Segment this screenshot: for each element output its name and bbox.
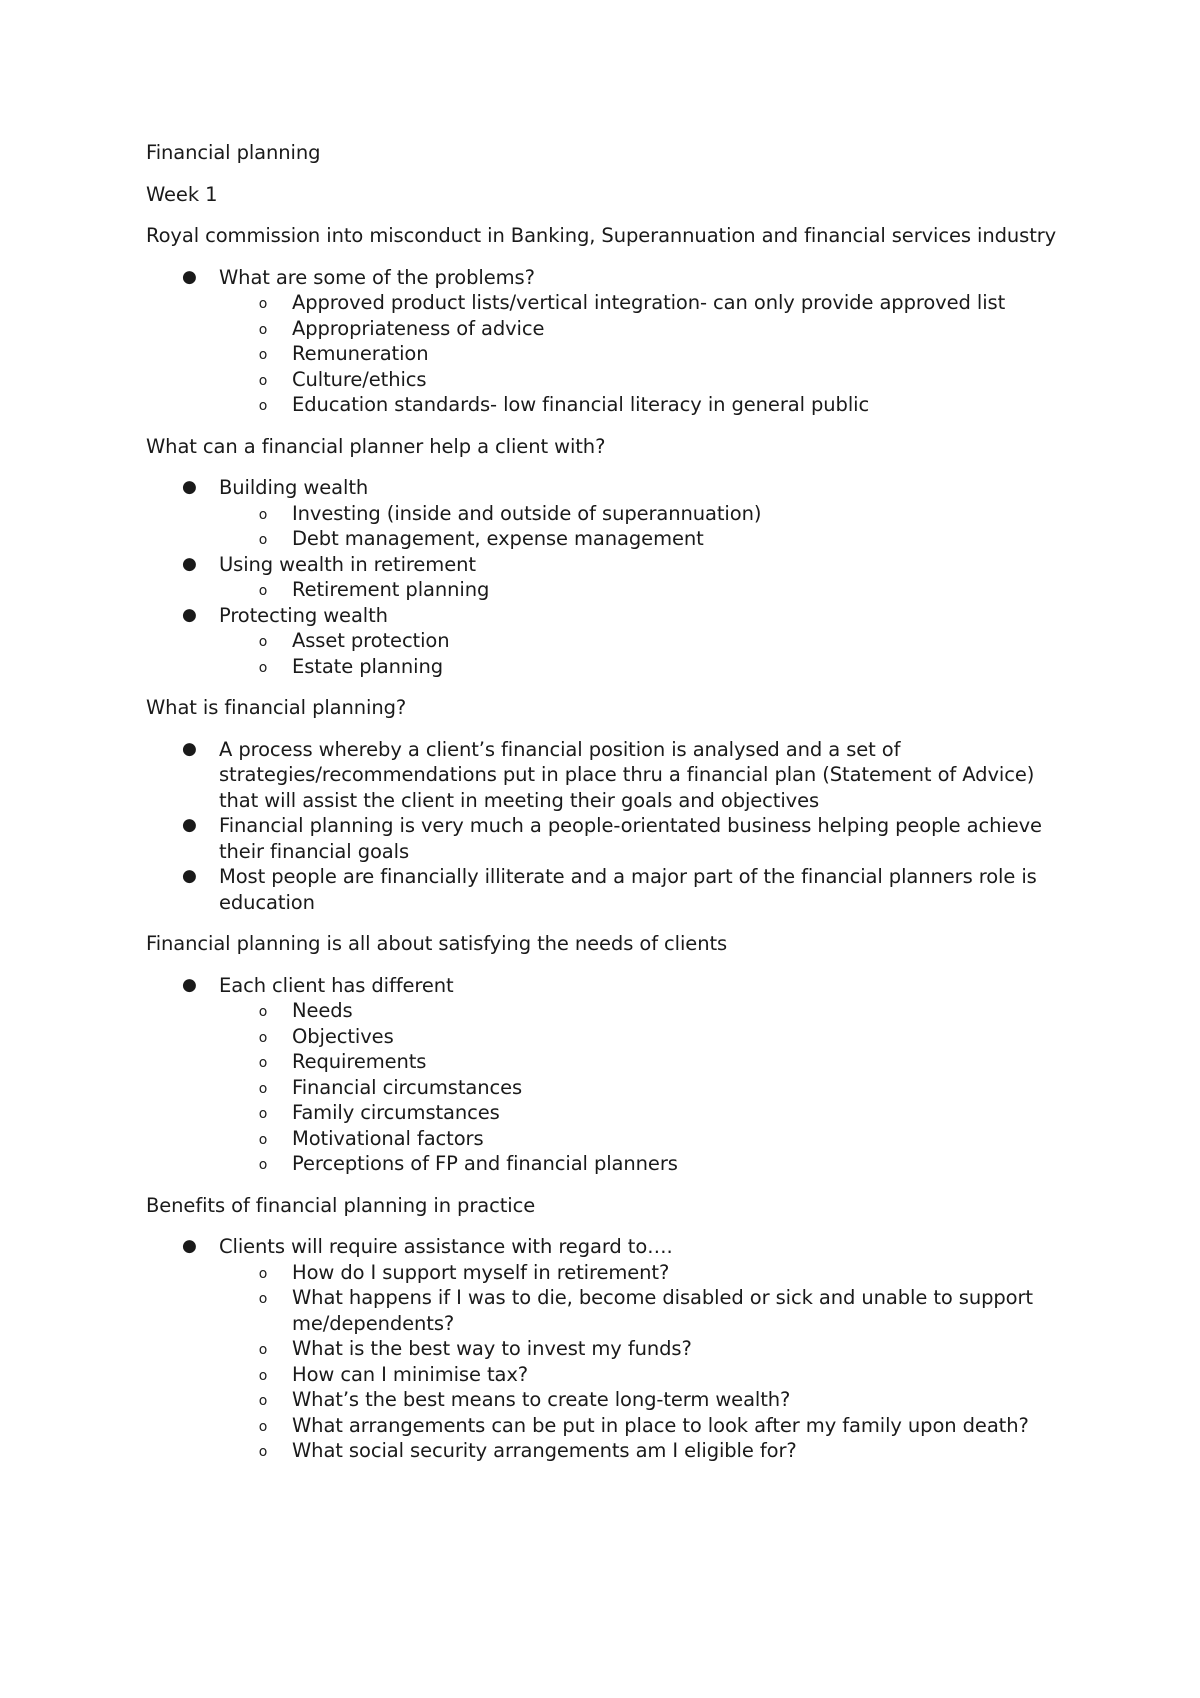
list-item-text: What are some of the problems? (219, 265, 535, 289)
sub-list-item (219, 367, 1076, 393)
paragraph: Week 1 (146, 182, 218, 206)
circle-bullet-icon: o (258, 1393, 268, 1409)
list-item-text: Financial planning is very much a people-orientated business helping people achieve their financial goals (219, 814, 1042, 863)
sub-list-item (219, 316, 1076, 342)
sub-list-item-text: Financial circumstances (292, 1075, 523, 1099)
sub-list-item (219, 526, 1076, 552)
sub-list-item-text: What happens if I was to die, become disabled or sick and unable to support me/dependents? (292, 1286, 1033, 1335)
sub-list (219, 998, 1076, 1177)
circle-bullet-icon: o (258, 1157, 268, 1173)
circle-bullet-icon: o (258, 1265, 268, 1282)
bullet-icon: ● (182, 266, 197, 287)
sub-list-item-text: Remuneration (292, 342, 429, 365)
list-item (146, 552, 1076, 603)
sub-list-item-text: Objectives (292, 1024, 394, 1048)
sub-list (219, 1260, 1076, 1464)
sub-list-item (219, 1049, 1076, 1075)
circle-bullet-icon: o (258, 1029, 268, 1046)
paragraph: What is financial planning? (146, 696, 407, 719)
circle-bullet-icon: o (258, 347, 268, 363)
list-item-text: A process whereby a client’s financial position is analysed and a set of strategies/recommendations put in place thru a financial plan (Statement of Advice) that will assist the client in meeting their goals and objectives (219, 737, 1035, 812)
list-item (146, 973, 1076, 1177)
sub-list-item (219, 1075, 1076, 1101)
circle-bullet-icon: o (258, 1291, 268, 1307)
circle-bullet-icon: o (258, 1106, 268, 1122)
sub-list-item-text: Asset protection (292, 629, 450, 652)
sub-list (219, 628, 1076, 679)
sub-list-item (219, 1100, 1076, 1126)
bullet-icon: ● (182, 553, 197, 574)
bullet-list (146, 265, 1076, 418)
circle-bullet-icon: o (258, 659, 268, 676)
sub-list-item-text: How do I support myself in retirement? (292, 1260, 670, 1284)
list-item-text: Clients will require assistance with regard to…. (219, 1235, 673, 1258)
circle-bullet-icon: o (258, 1080, 268, 1097)
sub-list-item (219, 392, 1076, 418)
list-item (146, 603, 1076, 680)
sub-list-item-text: What is the best way to invest my funds? (292, 1337, 692, 1360)
sub-list-item-text: What’s the best means to create long-term wealth? (292, 1388, 791, 1411)
bullet-list (146, 737, 1076, 916)
circle-bullet-icon: o (258, 583, 268, 599)
circle-bullet-icon: o (258, 1004, 268, 1020)
sub-list-item (219, 1438, 1076, 1464)
circle-bullet-icon: o (258, 506, 268, 523)
sub-list-item (219, 1285, 1076, 1336)
list-item (146, 475, 1076, 552)
sub-list-item-text: Culture/ethics (292, 367, 427, 391)
sub-list-item-text: What arrangements can be put in place to look after my family upon death? (292, 1413, 1029, 1437)
bullet-icon: ● (182, 604, 197, 625)
list-item-text: Protecting wealth (219, 603, 388, 627)
list-item (146, 864, 1076, 915)
bullet-icon: ● (182, 738, 197, 759)
sub-list-item (219, 998, 1076, 1024)
sub-list-item (219, 1151, 1076, 1177)
bullet-list (146, 475, 1076, 679)
sub-list-item-text: Estate planning (292, 654, 444, 678)
paragraph: Financial planning is all about satisfying the needs of clients (146, 932, 728, 955)
sub-list-item (219, 1387, 1076, 1413)
list-item (146, 737, 1076, 814)
circle-bullet-icon: o (258, 1342, 268, 1358)
bullet-list (146, 1234, 1076, 1464)
sub-list-item (219, 1336, 1076, 1362)
sub-list-item (219, 654, 1076, 680)
circle-bullet-icon: o (258, 1367, 268, 1384)
sub-list (219, 501, 1076, 552)
sub-list-item-text: Needs (292, 999, 353, 1022)
sub-list-item-text: Motivational factors (292, 1126, 484, 1150)
sub-list (219, 290, 1076, 418)
bullet-icon: ● (182, 974, 197, 995)
circle-bullet-icon: o (258, 1418, 268, 1435)
circle-bullet-icon: o (258, 372, 268, 389)
sub-list-item (219, 577, 1076, 603)
paragraph: Royal commission into misconduct in Banking, Superannuation and financial services industry (146, 224, 1057, 247)
sub-list-item-text: How can I minimise tax? (292, 1362, 529, 1386)
sub-list-item-text: Debt management, expense management (292, 527, 704, 550)
list-item (146, 1234, 1076, 1464)
bullet-list (146, 973, 1076, 1177)
sub-list-item (219, 290, 1076, 316)
sub-list-item-text: Education standards- low financial literacy in general public (292, 393, 870, 416)
bullet-icon: ● (182, 815, 197, 835)
circle-bullet-icon: o (258, 1444, 268, 1460)
circle-bullet-icon: o (258, 532, 268, 548)
list-item (146, 265, 1076, 418)
paragraph: Benefits of financial planning in practice (146, 1193, 536, 1217)
sub-list-item-text: Appropriateness of advice (292, 316, 545, 340)
sub-list-item-text: Approved product lists/vertical integration- can only provide approved list (292, 291, 1006, 314)
bullet-icon: ● (182, 866, 197, 886)
bullet-icon: ● (182, 1236, 197, 1256)
paragraph: What can a financial planner help a client with? (146, 434, 606, 458)
list-item-text: Most people are financially illiterate and a major part of the financial planners role is education (219, 865, 1037, 914)
circle-bullet-icon: o (258, 634, 268, 650)
list-item-text: Building wealth (219, 476, 369, 499)
sub-list-item (219, 341, 1076, 367)
sub-list-item-text: Investing (inside and outside of superannuation) (292, 501, 762, 525)
circle-bullet-icon: o (258, 321, 268, 338)
list-item (146, 813, 1076, 864)
sub-list-item-text: Requirements (292, 1050, 427, 1073)
sub-list-item (219, 628, 1076, 654)
sub-list-item (219, 1260, 1076, 1286)
circle-bullet-icon: o (258, 296, 268, 312)
sub-list-item-text: Family circumstances (292, 1101, 500, 1124)
circle-bullet-icon: o (258, 1131, 268, 1148)
sub-list-item-text: Perceptions of FP and financial planners (292, 1152, 678, 1175)
sub-list-item (219, 1413, 1076, 1439)
sub-list-item (219, 1126, 1076, 1152)
circle-bullet-icon: o (258, 398, 268, 414)
paragraph: Financial planning (146, 141, 321, 164)
sub-list-item (219, 1024, 1076, 1050)
list-item-text: Each client has different (219, 973, 454, 997)
document-page (146, 140, 1076, 1480)
bullet-icon: ● (182, 477, 197, 497)
sub-list-item-text: Retirement planning (292, 578, 490, 601)
circle-bullet-icon: o (258, 1055, 268, 1071)
sub-list-item-text: What social security arrangements am I eligible for? (292, 1439, 797, 1462)
sub-list-item (219, 501, 1076, 527)
list-item-text: Using wealth in retirement (219, 552, 476, 576)
sub-list-item (219, 1362, 1076, 1388)
sub-list (219, 577, 1076, 603)
